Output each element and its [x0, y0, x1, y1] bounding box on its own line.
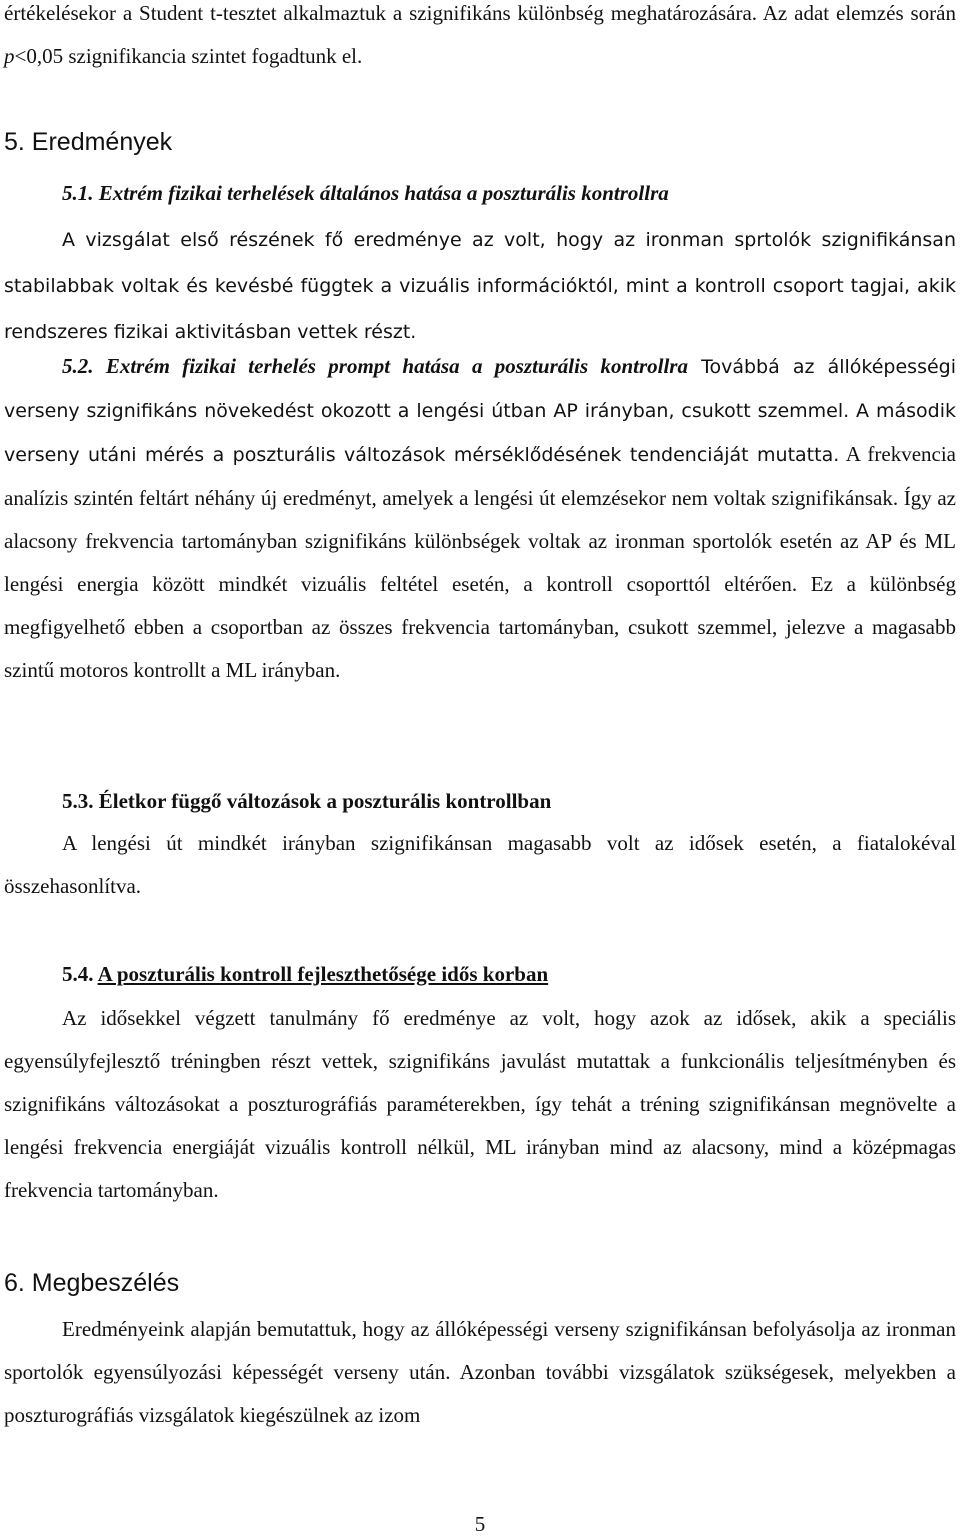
section-5-3-title: Életkor függő változások a poszturális kontrollban — [98, 789, 552, 813]
section-5-3-text: A lengési út mindkét irányban szignifikánsan magasabb volt az idősek esetén, a fiatalokéval összehasonlítva. — [4, 831, 956, 898]
section-6-text: Eredményeink alapján bemutattuk, hogy az állóképességi verseny szignifikánsan befolyásolja az ironman sportolók egyensúlyozási képességét verseny után. Azonban további vizsgálatok szükségesek, melyekben a poszturográfiás vizsgálatok kiegészülnek az izom — [4, 1317, 956, 1427]
section-6-heading: 6. Megbeszélés — [4, 1269, 180, 1297]
section-5-4-heading — [62, 959, 548, 989]
section-5-4-body — [4, 997, 956, 1212]
section-5-2-block — [4, 345, 956, 692]
section-5-2-body-part1: Továbbá az állóképességi verseny szignifikáns növekedést okozott a lengési útban AP irányban, csukott szemmel. A második verseny utáni mérés a poszturális változások mérséklődésének tendenciáját mutatta. — [4, 356, 956, 466]
intro-text-end: <0,05 szignifikancia szintet fogadtunk el. — [14, 44, 363, 68]
section-5-1-block — [4, 170, 956, 355]
section-6-body — [4, 1308, 956, 1437]
section-5-2-heading: 5.2. Extrém fizikai terhelés prompt hatása a poszturális kontrollra — [62, 354, 688, 378]
intro-paragraph — [4, 0, 956, 78]
page-number: 5 — [474, 1512, 486, 1536]
section-5-3-heading — [62, 786, 551, 816]
section-5-3-number: 5.3. — [62, 789, 94, 813]
section-5-1-heading: 5.1. Extrém fizikai terhelések általános hatása a poszturális kontrollra — [62, 181, 669, 205]
section-5-2-body-part2: A frekvencia analízis szintén feltárt néhány új eredményt, amelyek a lengési út elemzésekor nem voltak szignifikánsak. Így az alacsony frekvencia tartományban szignifikáns különbségek voltak az ironman sportolók esetén az AP és ML lengési energia között mindkét vizuális feltétel esetén, a kontroll csoporttól eltérően. Ez a különbség megfigyelhető ebben a csoportban az összes frekvencia tartományban, csukott szemmel, jelezve a magasabb szintű motoros kontrollt a ML irányban. — [4, 442, 956, 682]
section-5-4-text: Az idősekkel végzett tanulmány fő eredménye az volt, hogy azok az idősek, akik a speciális egyensúlyfejlesztő tréningben részt vettek, szignifikáns javulást mutattak a funkcionális teljesítményben és szignifikáns változásokat a poszturográfiás paraméterekben, így tehát a tréning szignifikánsan megnövelte a lengési frekvencia energiáját vizuális kontroll nélkül, ML irányban mind az alacsony, mind a középmagas frekvencia tartományban. — [4, 1006, 956, 1202]
p-value-symbol: p — [4, 44, 15, 68]
section-5-4-number: 5.4. — [62, 962, 94, 986]
intro-text-start: értékelésekor a Student t-tesztet alkalmaztuk a szignifikáns különbség meghatározására. Az adat elemzés során — [4, 1, 956, 25]
section-5-3-body — [4, 822, 956, 908]
section-5-1-body: A vizsgálat első részének fő eredménye az volt, hogy az ironman sprtolók szignifikánsan stabilabbak voltak és kevésbé függtek a vizuális információktól, mint a kontroll csoport tagjai, akik rendszeres fizikai aktivitásban vettek részt. — [4, 229, 956, 343]
section-5-heading: 5. Eredmények — [4, 128, 173, 156]
section-5-4-title: A poszturális kontroll fejleszthetősége idős korban — [97, 962, 549, 986]
